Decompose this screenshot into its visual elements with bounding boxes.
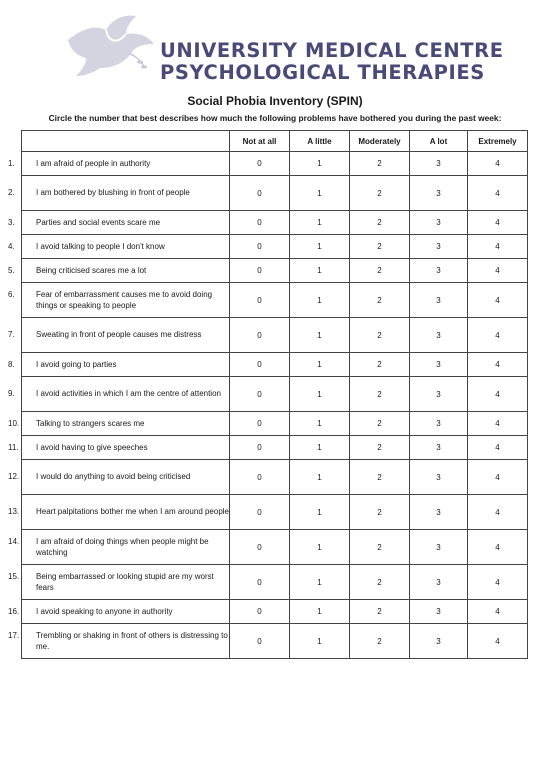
score-option[interactable]: 3 — [410, 176, 468, 211]
question-text-wrap — [8, 265, 229, 277]
table-header-row — [22, 131, 528, 152]
question-number: 16. — [8, 606, 20, 616]
question-cell — [8, 565, 230, 600]
question-number: 1. — [8, 158, 15, 168]
score-option[interactable]: 4 — [468, 412, 528, 436]
dove-icon — [60, 10, 158, 80]
score-option[interactable]: 2 — [350, 412, 410, 436]
table-row — [22, 530, 528, 565]
score-option[interactable]: 0 — [230, 495, 290, 530]
score-option[interactable]: 3 — [410, 377, 468, 412]
score-option[interactable]: 0 — [230, 318, 290, 353]
question-cell — [8, 624, 230, 659]
table-row — [22, 565, 528, 600]
score-option[interactable]: 3 — [410, 353, 468, 377]
score-option[interactable]: 1 — [290, 600, 350, 624]
score-option[interactable]: 1 — [290, 211, 350, 235]
question-text: Talking to strangers scares me — [36, 418, 145, 428]
question-text-wrap — [8, 289, 229, 312]
question-text-wrap — [8, 158, 229, 170]
score-option[interactable]: 2 — [350, 283, 410, 318]
question-number: 17. — [8, 630, 20, 640]
question-cell — [8, 353, 230, 377]
score-option[interactable]: 2 — [350, 152, 410, 176]
question-text-wrap — [8, 217, 229, 229]
question-text: Sweating in front of people causes me distress — [36, 330, 202, 340]
score-option[interactable]: 1 — [290, 624, 350, 659]
question-text: I am bothered by blushing in front of people — [36, 188, 190, 198]
score-option[interactable]: 4 — [468, 495, 528, 530]
score-option[interactable]: 2 — [350, 377, 410, 412]
score-option[interactable]: 0 — [230, 235, 290, 259]
score-option[interactable]: 1 — [290, 152, 350, 176]
score-option[interactable]: 0 — [230, 412, 290, 436]
table-row — [22, 436, 528, 460]
score-option[interactable]: 2 — [350, 259, 410, 283]
score-option[interactable]: 0 — [230, 259, 290, 283]
score-option[interactable]: 2 — [350, 565, 410, 600]
score-option[interactable]: 0 — [230, 377, 290, 412]
table-row — [22, 460, 528, 495]
header — [0, 0, 550, 92]
score-option[interactable]: 3 — [410, 318, 468, 353]
question-number: 15. — [8, 571, 20, 581]
score-option[interactable]: 0 — [230, 211, 290, 235]
score-option[interactable]: 3 — [410, 530, 468, 565]
table-row — [22, 318, 528, 353]
score-option[interactable]: 3 — [410, 600, 468, 624]
score-option[interactable]: 3 — [410, 565, 468, 600]
org-name-line1: UNIVERSITY MEDICAL CENTRE — [160, 39, 504, 62]
score-option[interactable]: 2 — [350, 460, 410, 495]
score-option[interactable]: 1 — [290, 318, 350, 353]
score-option[interactable]: 0 — [230, 176, 290, 211]
question-number: 10. — [8, 418, 20, 428]
score-option[interactable]: 1 — [290, 495, 350, 530]
score-option[interactable]: 0 — [230, 530, 290, 565]
question-text-wrap — [8, 630, 229, 653]
score-option[interactable]: 4 — [468, 176, 528, 211]
table-row — [22, 235, 528, 259]
question-cell — [8, 495, 230, 530]
score-option[interactable]: 2 — [350, 318, 410, 353]
question-number: 7. — [8, 330, 15, 340]
question-cell — [8, 460, 230, 495]
question-text: I avoid speaking to anyone in authority — [36, 606, 173, 616]
column-header: Not at all — [230, 131, 290, 152]
score-option[interactable]: 2 — [350, 353, 410, 377]
question-text-wrap — [8, 329, 229, 341]
question-text: I avoid going to parties — [36, 359, 117, 369]
question-text-wrap — [8, 471, 229, 483]
question-cell — [8, 235, 230, 259]
question-text: I would do anything to avoid being criticised — [36, 472, 191, 482]
score-option[interactable]: 1 — [290, 460, 350, 495]
score-option[interactable]: 3 — [410, 460, 468, 495]
question-cell — [8, 436, 230, 460]
score-option[interactable]: 0 — [230, 283, 290, 318]
score-option[interactable]: 2 — [350, 530, 410, 565]
score-option[interactable]: 4 — [468, 353, 528, 377]
table-row — [22, 600, 528, 624]
question-cell — [8, 211, 230, 235]
score-option[interactable]: 2 — [350, 211, 410, 235]
score-option[interactable]: 1 — [290, 565, 350, 600]
score-option[interactable]: 2 — [350, 600, 410, 624]
question-number: 14. — [8, 536, 20, 546]
score-option[interactable]: 1 — [290, 353, 350, 377]
question-text-wrap — [8, 606, 229, 618]
score-option[interactable]: 4 — [468, 152, 528, 176]
score-option[interactable]: 4 — [468, 460, 528, 495]
question-number: 3. — [8, 217, 15, 227]
score-option[interactable]: 4 — [468, 436, 528, 460]
question-number: 12. — [8, 472, 20, 482]
score-option[interactable]: 3 — [410, 152, 468, 176]
question-text: Trembling or shaking in front of others is distressing to me. — [36, 630, 228, 651]
question-text-wrap — [8, 359, 229, 371]
score-option[interactable]: 3 — [410, 624, 468, 659]
question-cell — [8, 377, 230, 412]
score-option[interactable]: 4 — [468, 530, 528, 565]
question-text: Fear of embarrassment causes me to avoid doing things or speaking to people — [36, 289, 213, 310]
org-name-line2: PSYCHOLOGICAL THERAPIES — [160, 61, 485, 84]
score-option[interactable]: 4 — [468, 565, 528, 600]
instructions: Circle the number that best describes how much the following problems have bothered you during the past week: — [48, 113, 502, 123]
table-row — [22, 259, 528, 283]
score-option[interactable]: 2 — [350, 436, 410, 460]
column-header: Moderately — [350, 131, 410, 152]
table-row — [22, 377, 528, 412]
score-option[interactable]: 4 — [468, 377, 528, 412]
table-row — [22, 283, 528, 318]
question-text: I avoid talking to people I don't know — [36, 241, 165, 251]
score-option[interactable]: 3 — [410, 495, 468, 530]
question-text: Parties and social events scare me — [36, 217, 161, 227]
score-option[interactable]: 0 — [230, 600, 290, 624]
question-text: I avoid activities in which I am the centre of attention — [36, 389, 221, 399]
question-cell — [8, 600, 230, 624]
score-option[interactable]: 3 — [410, 436, 468, 460]
table-row — [22, 211, 528, 235]
score-option[interactable]: 2 — [350, 235, 410, 259]
question-text-wrap — [8, 506, 230, 518]
score-option[interactable]: 4 — [468, 235, 528, 259]
page-title: Social Phobia Inventory (SPIN) — [187, 94, 363, 108]
column-header: Extremely — [468, 131, 528, 152]
question-cell — [8, 412, 230, 436]
question-cell — [8, 152, 230, 176]
question-text: I am afraid of people in authority — [36, 158, 151, 168]
question-text: I avoid having to give speeches — [36, 442, 148, 452]
table-row — [22, 353, 528, 377]
score-option[interactable]: 3 — [410, 412, 468, 436]
score-option[interactable]: 4 — [468, 283, 528, 318]
question-number: 2. — [8, 188, 15, 198]
question-text-wrap — [8, 418, 229, 430]
question-text-wrap — [8, 442, 229, 454]
score-option[interactable]: 4 — [468, 600, 528, 624]
score-option[interactable]: 0 — [230, 353, 290, 377]
question-text-wrap — [8, 571, 229, 594]
score-option[interactable]: 1 — [290, 377, 350, 412]
score-option[interactable]: 2 — [350, 176, 410, 211]
score-option[interactable]: 1 — [290, 530, 350, 565]
header-blank-cell — [22, 131, 230, 152]
table-row — [22, 176, 528, 211]
score-option[interactable]: 3 — [410, 259, 468, 283]
column-header: A lot — [410, 131, 468, 152]
question-cell — [8, 176, 230, 211]
question-text-wrap — [8, 388, 229, 400]
question-cell — [8, 318, 230, 353]
question-text-wrap — [8, 187, 229, 199]
question-cell — [8, 283, 230, 318]
score-option[interactable]: 0 — [230, 152, 290, 176]
score-option[interactable]: 4 — [468, 259, 528, 283]
question-number: 6. — [8, 289, 15, 299]
question-number: 11. — [8, 442, 19, 452]
question-cell — [8, 259, 230, 283]
table-row — [22, 412, 528, 436]
question-number: 4. — [8, 241, 15, 251]
question-text: Being embarrassed or looking stupid are my worst fears — [36, 571, 214, 592]
score-option[interactable]: 1 — [290, 283, 350, 318]
question-cell — [8, 530, 230, 565]
question-text: Being criticised scares me a lot — [36, 265, 147, 275]
score-option[interactable]: 4 — [468, 211, 528, 235]
question-number: 9. — [8, 389, 15, 399]
question-number: 13. — [8, 507, 20, 517]
score-option[interactable]: 1 — [290, 176, 350, 211]
score-option[interactable]: 0 — [230, 436, 290, 460]
score-option[interactable]: 4 — [468, 318, 528, 353]
inventory-table — [8, 130, 528, 659]
score-option[interactable]: 0 — [230, 624, 290, 659]
question-number: 5. — [8, 265, 15, 275]
question-text: Heart palpitations bother me when I am around people — [36, 507, 230, 517]
score-option[interactable]: 2 — [350, 495, 410, 530]
inventory-rows — [8, 152, 528, 659]
score-option[interactable]: 3 — [410, 211, 468, 235]
column-header: A little — [290, 131, 350, 152]
question-text-wrap — [8, 536, 229, 559]
question-text-wrap — [8, 241, 229, 253]
question-number: 8. — [8, 359, 15, 369]
score-option[interactable]: 3 — [410, 283, 468, 318]
question-text: I am afraid of doing things when people might be watching — [36, 536, 209, 557]
score-option[interactable]: 1 — [290, 259, 350, 283]
table-row — [22, 624, 528, 659]
score-option[interactable]: 1 — [290, 412, 350, 436]
score-option[interactable]: 0 — [230, 565, 290, 600]
score-option[interactable]: 2 — [350, 624, 410, 659]
score-option[interactable]: 4 — [468, 624, 528, 659]
score-option[interactable]: 3 — [410, 235, 468, 259]
table-row — [22, 152, 528, 176]
score-option[interactable]: 0 — [230, 460, 290, 495]
score-option[interactable]: 1 — [290, 235, 350, 259]
table-row — [22, 495, 528, 530]
score-option[interactable]: 1 — [290, 436, 350, 460]
